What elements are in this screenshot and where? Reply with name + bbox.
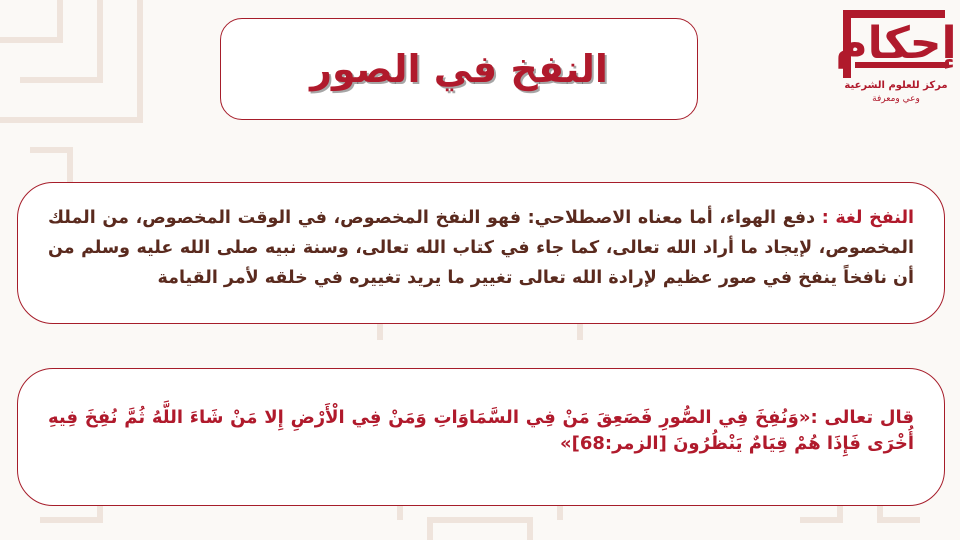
definition-label: النفخ لغة : bbox=[821, 208, 915, 228]
definition-paragraph bbox=[48, 203, 914, 293]
logo bbox=[835, 4, 957, 116]
verse-label: قال تعالى : bbox=[810, 407, 914, 428]
verse-text: «وَنُفِخَ فِي الصُّورِ فَصَعِقَ مَنْ فِي السَّمَاوَاتِ وَمَنْ فِي الْأَرْضِ إِلا مَنْ شَاءَ اللَّهُ ثُمَّ نُفِخَ فِيهِ أُخْرَى فَإِذَا هُمْ قِيَامٌ يَنْظُرُونَ [الزمر:68]» bbox=[48, 407, 914, 454]
verse-paragraph bbox=[48, 405, 914, 457]
logo-word: إحكام bbox=[835, 18, 957, 69]
page-title: النفخ في الصور bbox=[310, 47, 608, 91]
verse-box bbox=[17, 368, 945, 506]
definition-text: دفع الهواء، أما معناه الاصطلاحي: فهو النفخ المخصوص، في الوقت المخصوص، من الملك المخصوص، لإيجاد ما أراد الله تعالى، كما جاء في كتاب الله تعالى، وسنة نبيه صلى الله عليه وسلم من أن نافخاً ينفخ في صور عظيم لإرادة الله تعالى تغيير ما يريد تغييره في خلقه لأمر القيامة bbox=[48, 208, 914, 288]
logo-subtitle: مركز للعلوم الشرعية bbox=[844, 80, 948, 91]
logo-tagline: وعي ومعرفة bbox=[872, 94, 920, 104]
definition-box bbox=[17, 182, 945, 324]
title-box bbox=[220, 18, 698, 120]
